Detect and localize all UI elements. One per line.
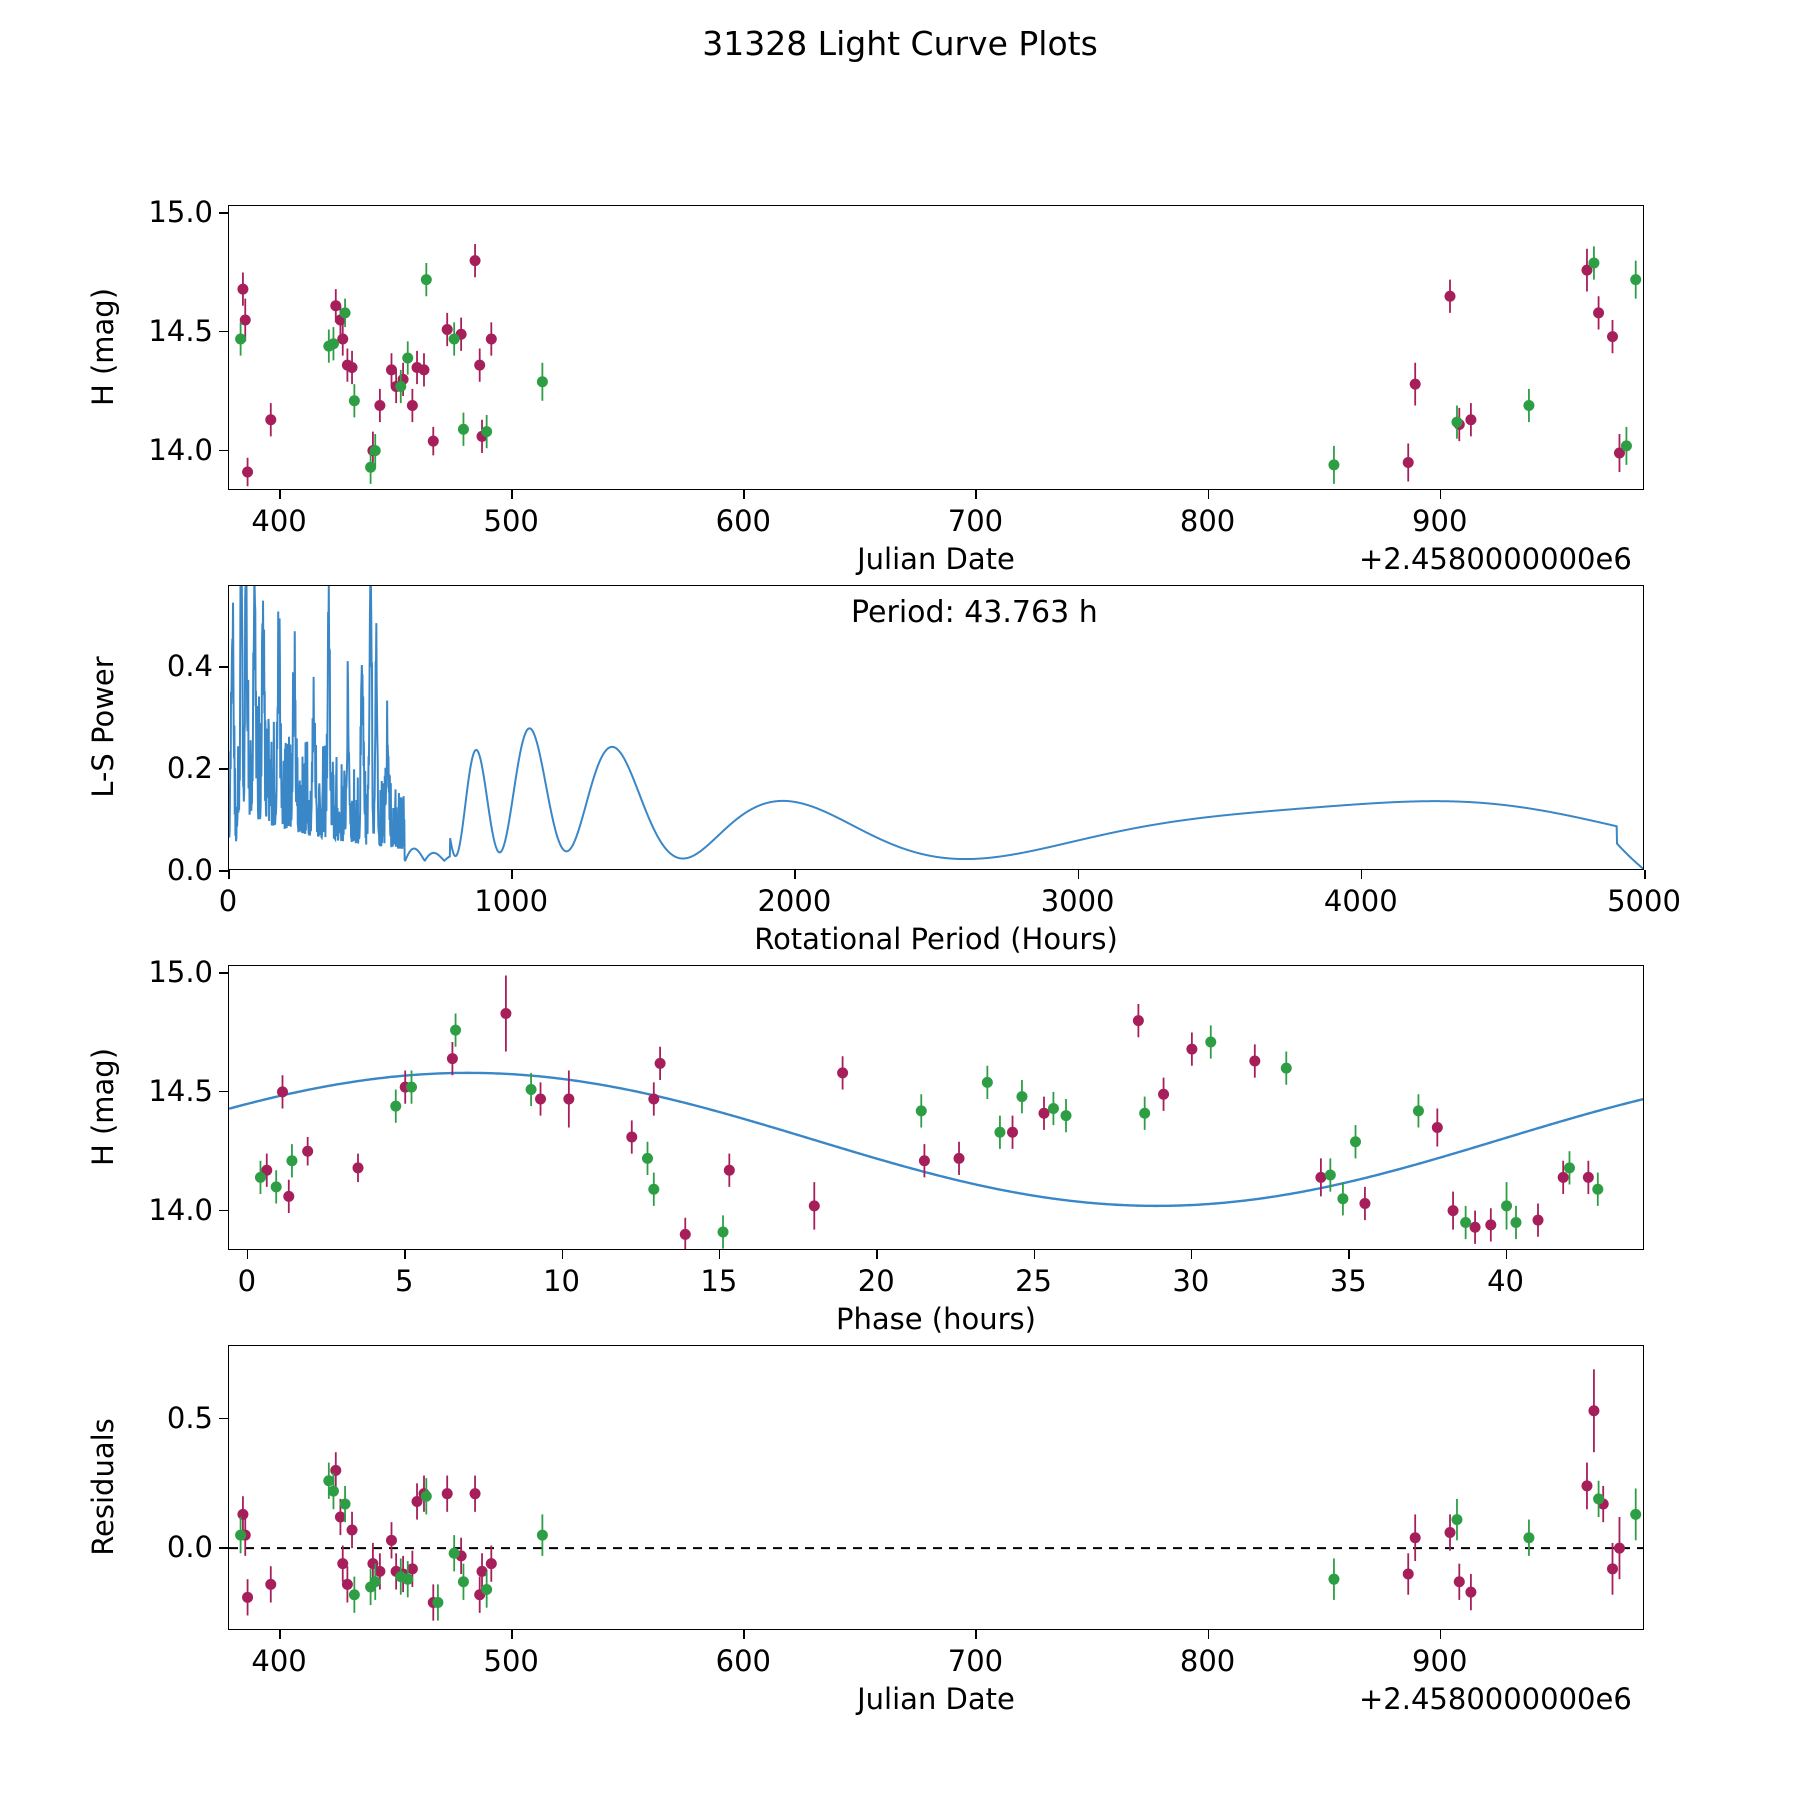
x-tick-mark [562, 1250, 564, 1259]
x-tick-label: 500 [483, 504, 539, 538]
x-tick-mark [1208, 1630, 1210, 1639]
axes-phase-folded [228, 965, 1644, 1250]
x-tick-label: 35 [1329, 1264, 1367, 1298]
data-series-survey-a [261, 976, 1594, 1251]
x-tick-mark [719, 1250, 721, 1259]
axis-label-y-residuals: Residuals [86, 1417, 120, 1556]
x-tick-mark [743, 490, 745, 499]
x-tick-label: 5 [394, 1264, 414, 1298]
y-tick-mark [219, 768, 228, 770]
axes-residuals [228, 1345, 1644, 1630]
x-tick-mark [876, 1250, 878, 1259]
y-tick-mark [219, 212, 228, 214]
x-tick-mark [1440, 1630, 1442, 1639]
x-tick-mark [975, 1630, 977, 1639]
y-tick-mark [219, 870, 228, 872]
x-tick-label: 3000 [1040, 884, 1115, 918]
x-tick-mark [279, 1630, 281, 1639]
x-tick-label: 10 [543, 1264, 580, 1298]
x-tick-label: 30 [1172, 1264, 1210, 1298]
x-tick-mark [1506, 1250, 1508, 1259]
x-tick-label: 800 [1179, 1644, 1236, 1678]
x-tick-mark [1208, 490, 1210, 499]
x-tick-mark [1034, 1250, 1036, 1259]
y-tick-label: 14.0 [148, 432, 213, 467]
y-tick-label: 15.0 [148, 955, 213, 990]
data-series-survey-a [237, 244, 1625, 486]
x-tick-mark [511, 1630, 513, 1639]
x-tick-label: 400 [251, 1644, 307, 1678]
x-tick-label: 40 [1487, 1264, 1524, 1298]
data-series-survey-b [235, 246, 1641, 484]
axis-offset-residuals: +2.4580000000e6 [1359, 1682, 1632, 1716]
y-tick-mark [219, 972, 228, 974]
axis-label-x-lightcurve: Julian Date [857, 542, 1015, 576]
x-tick-label: 20 [857, 1264, 895, 1298]
data-series-survey-b [235, 1463, 1641, 1621]
y-tick-label: 15.0 [148, 195, 213, 230]
y-tick-mark [219, 666, 228, 668]
x-tick-label: 700 [947, 504, 1004, 538]
x-tick-label: 1000 [474, 884, 549, 918]
axis-label-x-periodogram: Rotational Period (Hours) [754, 922, 1118, 956]
x-tick-mark [404, 1250, 406, 1259]
x-tick-label: 0 [218, 884, 238, 918]
x-tick-mark [1348, 1250, 1350, 1259]
x-tick-label: 15 [700, 1264, 738, 1298]
x-tick-label: 500 [483, 1644, 539, 1678]
x-tick-label: 25 [1015, 1264, 1052, 1298]
x-tick-label: 0 [237, 1264, 257, 1298]
y-tick-mark [219, 1210, 228, 1212]
x-tick-label: 900 [1412, 504, 1468, 538]
x-tick-mark [1078, 870, 1080, 879]
x-tick-label: 4000 [1323, 884, 1398, 918]
x-tick-label: 400 [251, 504, 307, 538]
x-tick-mark [511, 870, 513, 879]
x-tick-mark [1440, 490, 1442, 499]
figure-title: 31328 Light Curve Plots [702, 24, 1098, 63]
axis-offset-lightcurve: +2.4580000000e6 [1359, 542, 1632, 576]
y-tick-label: 0.4 [166, 649, 213, 684]
period-annotation: Period: 43.763 h [851, 595, 1098, 630]
x-tick-mark [247, 1250, 249, 1259]
axis-label-y-lightcurve: H (mag) [86, 287, 120, 406]
y-tick-label: 0.2 [166, 751, 213, 786]
y-tick-label: 14.5 [148, 1073, 213, 1108]
y-tick-mark [219, 1091, 228, 1093]
x-tick-label: 600 [715, 1644, 772, 1678]
y-tick-label: 0.0 [166, 1530, 213, 1565]
y-tick-mark [219, 331, 228, 333]
x-tick-mark [1191, 1250, 1193, 1259]
y-tick-label: 14.0 [148, 1192, 213, 1227]
axis-label-x-phase: Phase (hours) [836, 1302, 1036, 1336]
x-tick-mark [279, 490, 281, 499]
axis-label-x-residuals: Julian Date [857, 1682, 1015, 1716]
x-tick-label: 5000 [1607, 884, 1681, 918]
x-tick-mark [1644, 870, 1646, 879]
axes-lightcurve-time [228, 205, 1644, 490]
x-tick-mark [975, 490, 977, 499]
sinusoid-fit-line [229, 1073, 1644, 1206]
x-tick-mark [794, 870, 796, 879]
x-tick-mark [228, 870, 230, 879]
x-tick-mark [511, 490, 513, 499]
y-tick-mark [219, 450, 228, 452]
x-tick-label: 800 [1179, 504, 1236, 538]
y-tick-mark [219, 1547, 228, 1549]
data-series-survey-b [255, 1014, 1603, 1249]
x-tick-label: 600 [715, 504, 772, 538]
axis-label-y-phase: H (mag) [86, 1047, 120, 1166]
data-series-survey-a [237, 1369, 1625, 1620]
x-tick-mark [1361, 870, 1363, 879]
y-tick-label: 14.5 [148, 313, 213, 348]
axis-label-y-periodogram: L-S Power [86, 655, 120, 798]
y-tick-label: 0.5 [166, 1400, 213, 1435]
y-tick-label: 0.0 [166, 853, 213, 887]
x-tick-mark [743, 1630, 745, 1639]
y-tick-mark [219, 1418, 228, 1420]
x-tick-label: 2000 [757, 884, 832, 918]
x-tick-label: 700 [947, 1644, 1004, 1678]
x-tick-label: 900 [1412, 1644, 1468, 1678]
